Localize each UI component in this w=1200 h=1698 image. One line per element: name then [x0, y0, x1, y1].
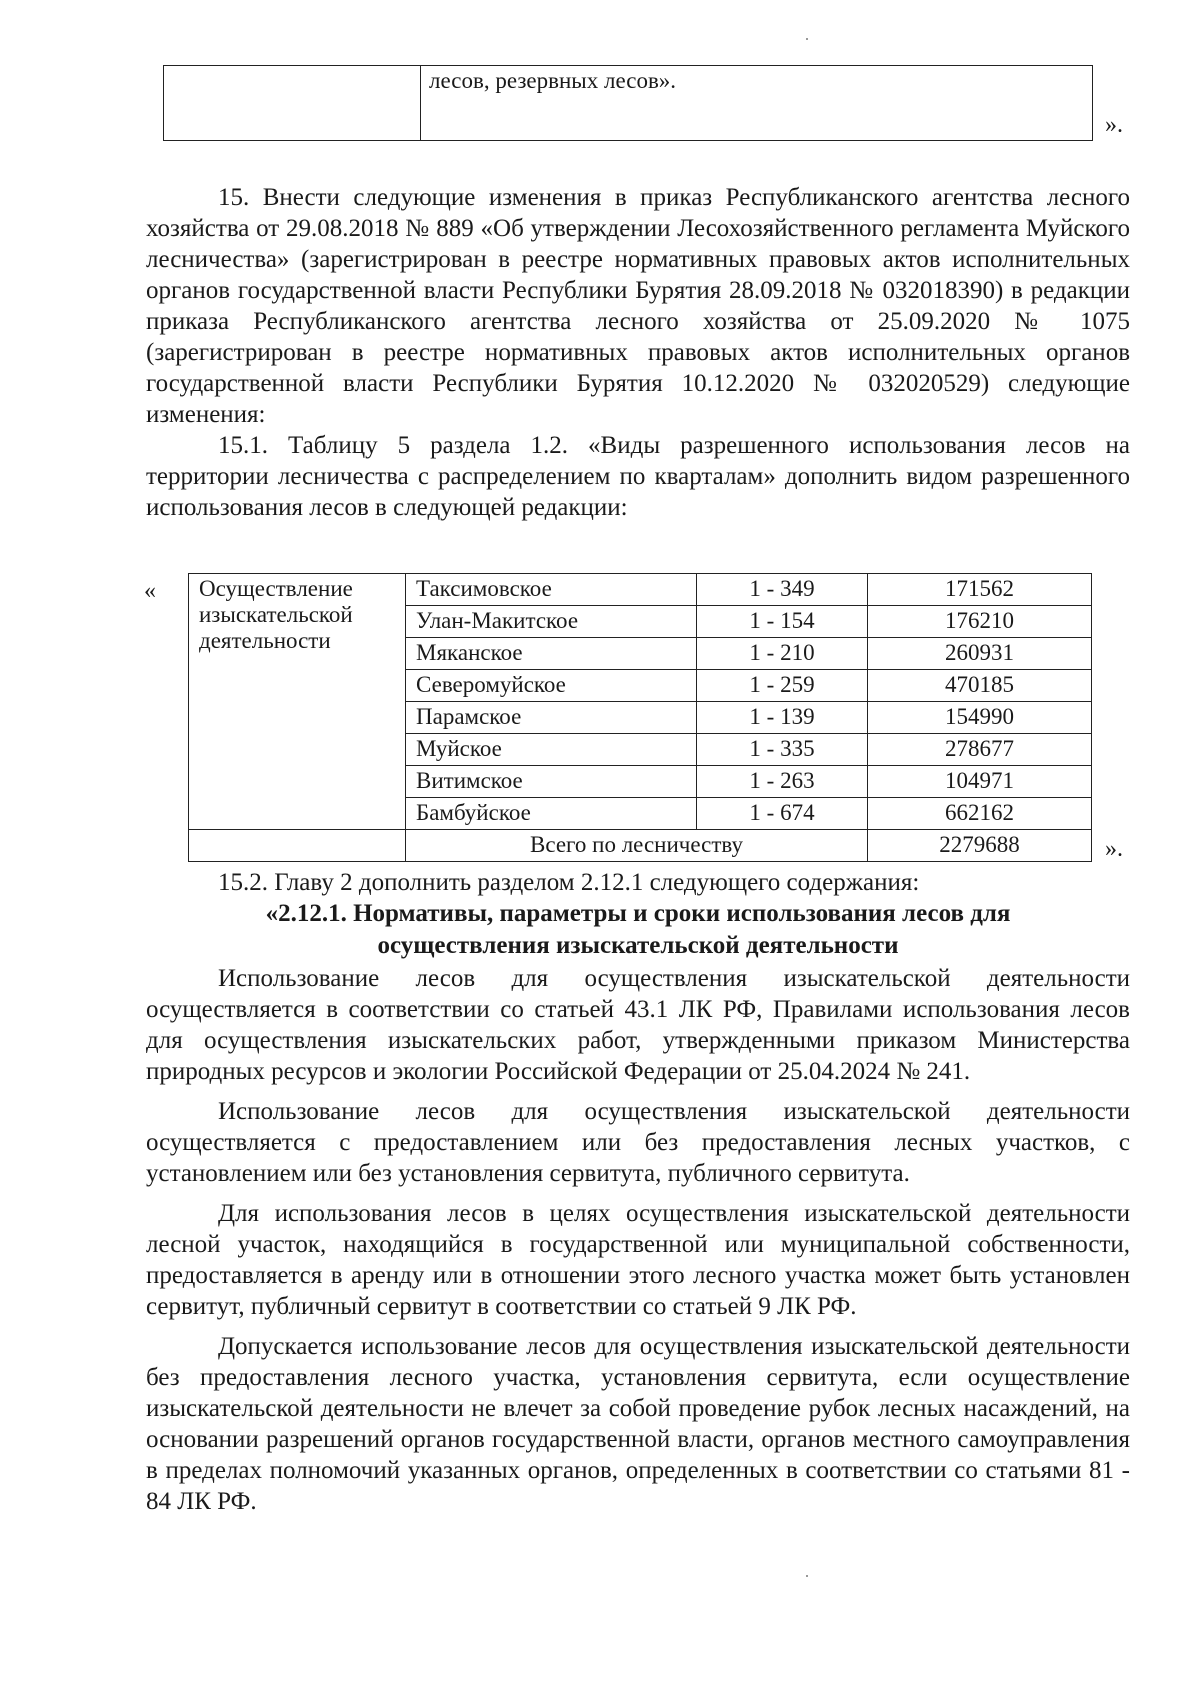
- forestry-districts-table: [188, 573, 1092, 862]
- section-15-2: [146, 867, 1130, 898]
- previous-table-closing-mark: ».: [1105, 112, 1123, 138]
- body-paragraph-2: Использование лесов для осуществления изыскательской деятельности осуществляется с предоставлением или без предоставления лесных участков, с установлением или без установления сервитута, публичного сервитута.: [146, 1098, 1130, 1187]
- table-row: [189, 574, 1092, 606]
- scan-speck: [806, 1575, 808, 1577]
- district-cell: Парамское: [406, 702, 697, 734]
- body-paragraph-1: Использование лесов для осуществления изыскательской деятельности осуществляется в соответствии со статьей 43.1 ЛК РФ, Правилами использования лесов для осуществления изыскательских работ, утвержденными приказом Министерства природных ресурсов и экологии Российской Федерации от 25.04.2024 № 241.: [146, 965, 1130, 1085]
- table-open-quote: «: [144, 578, 156, 604]
- body-paragraph-4: Допускается использование лесов для осуществления изыскательской деятельности без предоставления лесного участка, установления сервитута, если осуществление изыскательской деятельности не влечет за собой проведение рубок лесных насаждений, на основании разрешений органов государственной власти, органов местного самоуправления в пределах полномочий указанных органов, определенных в соответствии со статьями 81 - 84 ЛК РФ.: [146, 1333, 1130, 1515]
- quarter-range-cell: 1 - 210: [697, 638, 868, 670]
- section-heading-line-2: осуществления изыскательской деятельности: [377, 932, 899, 959]
- area-cell: 278677: [868, 734, 1092, 766]
- previous-table-fragment: [163, 65, 1093, 141]
- amendment-intro: [146, 182, 1130, 523]
- paragraph-15: 15. Внести следующие изменения в приказ Республиканского агентства лесного хозяйства от 29.08.2018 № 889 «Об утверждении Лесохозяйственного регламента Муйского лесничества» (зарегистрирован в реестре нормативных правовых актов исполнительных органов государственной власти Республики Бурятия 28.09.2018 № 032018390) в редакции приказа Республиканского агентства лесного хозяйства от 25.09.2020 № 1075 (зарегистрирован в реестре нормативных правовых актов исполнительных органов государственной власти Республики Бурятия 10.12.2020 № 032020529) следующие изменения:: [146, 184, 1130, 428]
- area-cell: 260931: [868, 638, 1092, 670]
- previous-table-text-cell: лесов, резервных лесов».: [421, 66, 1093, 141]
- district-cell: Бамбуйское: [406, 798, 697, 830]
- quarter-range-cell: 1 - 349: [697, 574, 868, 606]
- section-heading-line-1: «2.12.1. Нормативы, параметры и сроки использования лесов для: [265, 900, 1011, 927]
- total-label: Всего по лесничеству: [406, 830, 868, 862]
- quarter-range-cell: 1 - 259: [697, 670, 868, 702]
- district-cell: Мяканское: [406, 638, 697, 670]
- area-cell: 154990: [868, 702, 1092, 734]
- activity-cell: Осуществление изыскательской деятельности: [189, 574, 406, 830]
- quarter-range-cell: 1 - 139: [697, 702, 868, 734]
- paragraph-15-2: 15.2. Главу 2 дополнить разделом 2.12.1 следующего содержания:: [218, 869, 920, 896]
- scan-speck: [806, 38, 808, 40]
- district-cell: Таксимовское: [406, 574, 697, 606]
- paragraph-15-1: 15.1. Таблицу 5 раздела 1.2. «Виды разрешенного использования лесов на территории лесничества с распределением по кварталам» дополнить видом разрешенного использования лесов в следующей редакции:: [146, 432, 1130, 521]
- district-cell: Улан-Макитское: [406, 606, 697, 638]
- quarter-range-cell: 1 - 154: [697, 606, 868, 638]
- body-paragraph-3: Для использования лесов в целях осуществления изыскательской деятельности лесной участок, находящийся в государственной или муниципальной собственности, предоставляется в аренду или в отношении этого лесного участка может быть установлен сервитут, публичный сервитут в соответствии со статьей 9 ЛК РФ.: [146, 1200, 1130, 1320]
- area-cell: 104971: [868, 766, 1092, 798]
- table-close-quote: ».: [1105, 836, 1123, 862]
- district-cell: Муйское: [406, 734, 697, 766]
- area-cell: 662162: [868, 798, 1092, 830]
- district-cell: Северомуйское: [406, 670, 697, 702]
- total-value: 2279688: [868, 830, 1092, 862]
- area-cell: 470185: [868, 670, 1092, 702]
- previous-table-empty-cell: [164, 66, 421, 141]
- table-total-row: [189, 830, 1092, 862]
- quarter-range-cell: 1 - 674: [697, 798, 868, 830]
- district-cell: Витимское: [406, 766, 697, 798]
- quarter-range-cell: 1 - 335: [697, 734, 868, 766]
- quarter-range-cell: 1 - 263: [697, 766, 868, 798]
- area-cell: 171562: [868, 574, 1092, 606]
- area-cell: 176210: [868, 606, 1092, 638]
- section-body: [146, 963, 1130, 1517]
- activity-cell-continuation: [189, 830, 406, 862]
